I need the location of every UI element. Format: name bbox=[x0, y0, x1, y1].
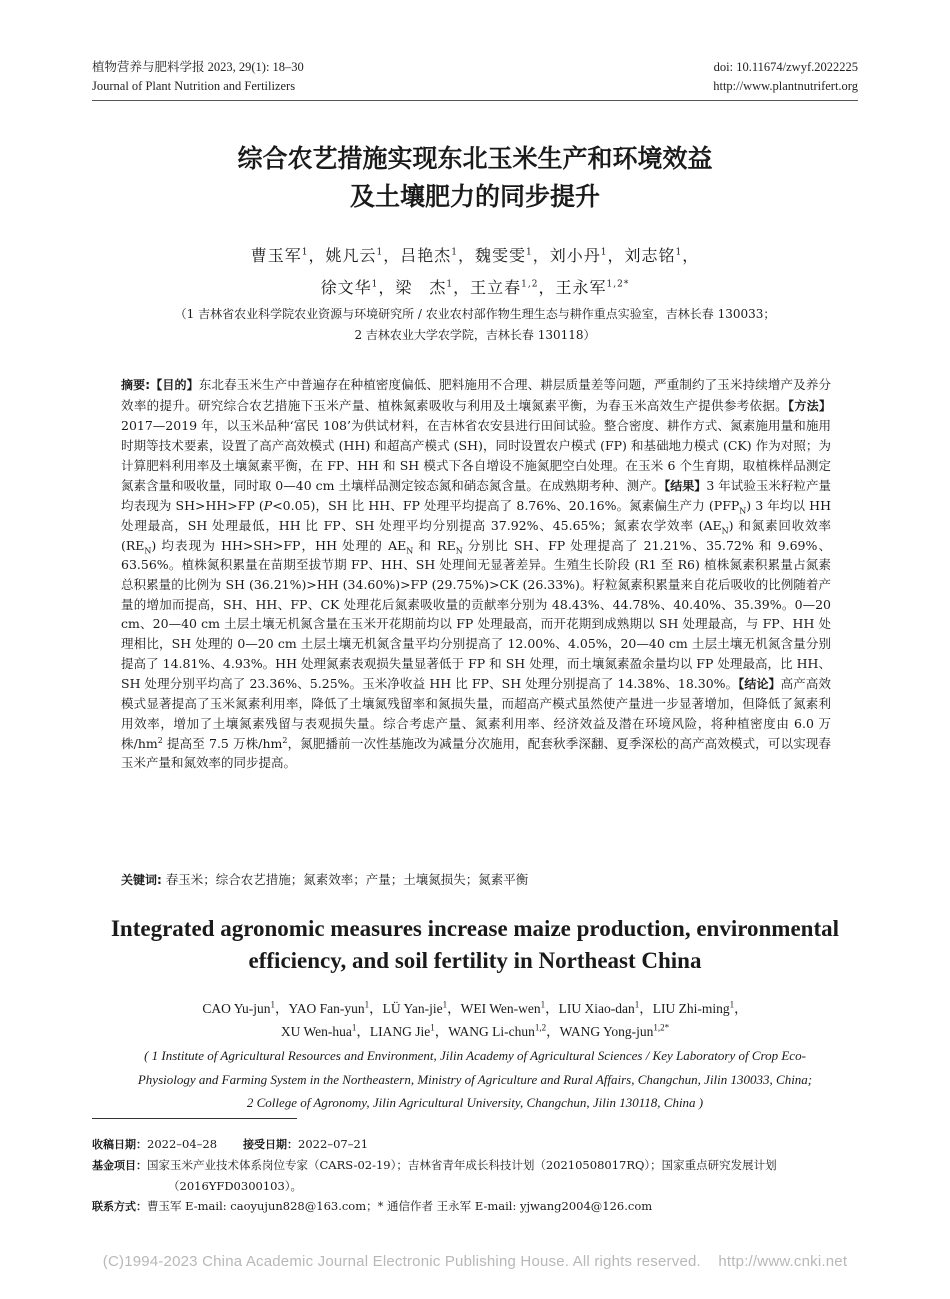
authors-en-line1 bbox=[0, 997, 950, 1020]
author-en: CAO Yu-jun$^1$， bbox=[202, 999, 289, 1016]
authors-zh-line2 bbox=[0, 272, 950, 304]
doi-text[interactable]: doi: 10.11674/zwyf.2022225 bbox=[713, 60, 858, 74]
affiliation-en bbox=[0, 1044, 950, 1115]
author-en: LIU Zhi-ming$^1$， bbox=[652, 999, 748, 1016]
title-en bbox=[0, 913, 950, 977]
author-en: WANG Li-chun$^{1,2}$， bbox=[448, 1022, 560, 1039]
contact-label: 联系方式： bbox=[92, 1200, 147, 1213]
keywords-label: 关键词: bbox=[121, 873, 162, 887]
affiliation-en-line1: ( 1 Institute of Agricultural Resources and Environment, Jilin Academy of Agricultural Sciences / Key Laboratory of Crop Eco- bbox=[144, 1048, 806, 1063]
conclusion-text: 高产高效模式显著提高了玉米氮素利用率，降低了土壤氮残留率和氮损失量，而超高产模式虽然使产量进一步显著增加，但降低了氮素利用效率，增加了土壤氮素残留与表观损失量。综合考虑产量、氮素利用率、经济效益及潜在环境风险，将种植密度由 6.0 万株$/hm^2$ 提高至 7.5 万株$/hm^2$，氮肥播前一次性基施改为减量分次施用，配套秋季深翻、夏季深松的高产高效模式，可以实现春玉米产量和氮效率的同步提高。 bbox=[121, 675, 831, 771]
authors-en-line2 bbox=[0, 1020, 950, 1043]
author-en: LIU Xiao-dan$^1$， bbox=[558, 999, 653, 1016]
affiliation-zh-line2: 2 吉林农业大学农学院，吉林长春 130118） bbox=[354, 328, 596, 342]
affiliation-zh bbox=[0, 304, 950, 346]
journal-citation-zh: 植物营养与肥料学报 2023, 29(1): 18–30 bbox=[92, 60, 304, 74]
title-en-line1: Integrated agronomic measures increase maize production, environmental bbox=[110, 916, 840, 941]
author-zh: 梁 杰$^1$， bbox=[395, 278, 471, 297]
keywords-text: 春玉米；综合农艺措施；氮素效率；产量；土壤氮损失；氮素平衡 bbox=[165, 872, 529, 887]
journal-url[interactable]: http://www.plantnutrifert.org bbox=[713, 79, 858, 93]
header-divider bbox=[92, 100, 858, 101]
affiliation-en-line2: Physiology and Farming System in the Northeastern, Ministry of Agriculture and Rural Affairs, Changchun, Jilin 130033, China; bbox=[137, 1071, 813, 1087]
authors-zh-line1 bbox=[0, 240, 950, 272]
fund-label: 基金项目： bbox=[92, 1159, 147, 1172]
author-zh: 曹玉军$^1$， bbox=[250, 246, 326, 265]
accepted-date: 2022–07–21 bbox=[298, 1137, 369, 1151]
fund-line-cont: （2016YFD0300103）。 bbox=[168, 1179, 303, 1193]
received-date: 2022–04–28 bbox=[147, 1137, 218, 1151]
footnotes bbox=[92, 1134, 862, 1217]
results-text: 3 年试验玉米籽粒产量均表现为 SH>HH>FP (P<0.05)，SH 比 HH、FP 处理平均提高了 8.76%、20.16%。氮素偏生产力 $(PFP_N)$ 3 年均以 HH 处理最高，SH 处理最低，HH 比 FP、SH 处理平均分别提高 37.92%、45.65%；氮素农学效率 $(AE_N)$ 和氮素回收效率 $(RE_N)$ 均表现为 HH>SH>FP，HH 处理的 $AE_N$ 和 $RE_N$ 分别比 SH、FP 处理提高了 21.21%、35.72% 和 9.69%、63.56%。植株氮积累量在苗期至拔节期 FP、HH、SH 处理间无显著差异。生殖生长阶段 (R1 至 R6) 植株氮素积累量占氮素总积累量的比例为 SH (36.21%)>HH (34.60%)>FP (29.75%)>CK (26.33%)。籽粒氮素积累量来自花后吸收的比例随着产量的增加而提高，SH、HH、FP、CK 处理花后氮素吸收量的贡献率分别为 48.43%、44.78%、40.40%、35.39%。0—20 cm、20—40 cm 土层土壤无机氮含量在玉米开花期前均以 FP 处理最高，而开花期到成熟期以 SH 处理最高，与 FP、HH 处理相比，SH 处理的 0—20 cm 土层土壤无机氮含量平均分别提高了 12.00%、4.05%，20—40 cm 土层土壤无机氮含量分别提高了 14.81%、4.93%。HH 处理氮素表观损失量显著低于 FP 和 SH 处理，而土壤氮素盈余量均以 FP 处理最高，比 HH、SH 处理分别平均高了 23.36%、5.25%。玉米净收益 HH 比 FP、SH 处理分别提高了 14.38%、18.30%。 bbox=[121, 477, 831, 691]
author-zh: 姚凡云$^1$， bbox=[325, 246, 401, 265]
author-zh: 王立春$^{1,2}$， bbox=[470, 278, 556, 297]
author-zh: 徐文华$^1$， bbox=[320, 278, 396, 297]
author-en: YAO Fan-yun$^1$， bbox=[288, 999, 383, 1016]
title-zh-line2: 及土壤肥力的同步提升 bbox=[349, 182, 600, 211]
authors-en bbox=[0, 997, 950, 1043]
objective-text: 东北春玉米生产中普遍存在种植密度偏低、肥料施用不合理、耕层质量差等问题，严重制约了玉米持续增产及养分效率的提升。研究综合农艺措施下玉米产量、植株氮素吸收与利用及土壤氮素平衡，为春玉米高效生产提供参考依据。 bbox=[121, 377, 831, 413]
footnote-divider bbox=[92, 1118, 297, 1119]
accepted-label: 接受日期： bbox=[243, 1138, 299, 1151]
author-zh: 吕艳杰$^1$， bbox=[400, 246, 475, 265]
affiliation-en-line3: 2 College of Agronomy, Jilin Agricultural University, Changchun, Jilin 130118, China ) bbox=[246, 1095, 704, 1110]
title-en-line2: efficiency, and soil fertility in Northeast China bbox=[248, 948, 702, 973]
title-zh-line1: 综合农艺措施实现东北玉米生产和环境效益 bbox=[237, 144, 713, 173]
results-label: 【结果】 bbox=[664, 478, 707, 493]
journal-name-en: Journal of Plant Nutrition and Fertilizers bbox=[92, 79, 296, 93]
author-zh: 刘小丹$^1$， bbox=[549, 246, 625, 265]
author-en: WANG Yong-jun$^{1,2*}$ bbox=[559, 1022, 670, 1039]
author-zh: 魏雯雯$^1$， bbox=[475, 246, 550, 265]
author-en: LÜ Yan-jie$^1$， bbox=[382, 999, 461, 1016]
title-zh bbox=[0, 140, 950, 216]
author-en: XU Wen-hua$^1$， bbox=[280, 1022, 370, 1039]
author-zh: 王永军$^{1,2*}$ bbox=[555, 278, 630, 297]
author-en: LIANG Jie$^1$， bbox=[369, 1022, 449, 1039]
received-label: 收稿日期： bbox=[92, 1138, 147, 1151]
keywords-zh bbox=[121, 870, 831, 890]
dates-line bbox=[92, 1134, 862, 1155]
contact-line bbox=[92, 1196, 862, 1217]
methods-text: 2017—2019 年，以玉米品种‘富民 108’为供试材料，在吉林省农安县进行田间试验。整合密度、耕作方式、氮素施用量和施用时期等技术要素，设置了高产高效模式 (HH) 和超高产模式 (SH)，同时设置农户模式 (FP) 和基础地力模式 (CK) 作为对照；为计算肥料利用率及土壤氮素平衡，在 FP、HH 和 SH 模式下各自增设不施氮肥空白处理。在玉米 6 个生育期，取植株样品测定氮素含量和吸收量，同时取 0—40 cm 土壤样品测定铵态氮和硝态氮含量。在成熟期考种、测产。 bbox=[121, 418, 831, 493]
author-zh: 刘志铭$^1$， bbox=[624, 246, 700, 265]
fund-text: 国家玉米产业技术体系岗位专家（CARS-02-19）；吉林省青年成长科技计划（20210508017RQ）；国家重点研究发展计划 bbox=[147, 1158, 777, 1172]
abstract-zh bbox=[121, 375, 831, 773]
author-en: WEI Wen-wen$^1$， bbox=[460, 999, 559, 1016]
running-header bbox=[92, 58, 858, 96]
contact-text: 曹玉军 E-mail: caoyujun828@163.com；* 通信作者 王永军 E-mail: yjwang2004@126.com bbox=[147, 1199, 653, 1213]
cnki-watermark: (C)1994-2023 China Academic Journal Electronic Publishing House. All rights reserved. http://www.cnki.net bbox=[102, 1253, 848, 1270]
fund-line bbox=[92, 1155, 862, 1176]
conclusion-label: 【结论】 bbox=[738, 676, 781, 691]
authors-zh bbox=[0, 240, 950, 304]
objective-label: 【目的】 bbox=[150, 378, 199, 392]
methods-label: 【方法】 bbox=[788, 398, 831, 413]
abstract-label: 摘要: bbox=[121, 378, 151, 392]
affiliation-zh-line1: （1 吉林省农业科学院农业资源与环境研究所 / 农业农村部作物生理生态与耕作重点实验室，吉林长春 130033； bbox=[174, 307, 776, 321]
